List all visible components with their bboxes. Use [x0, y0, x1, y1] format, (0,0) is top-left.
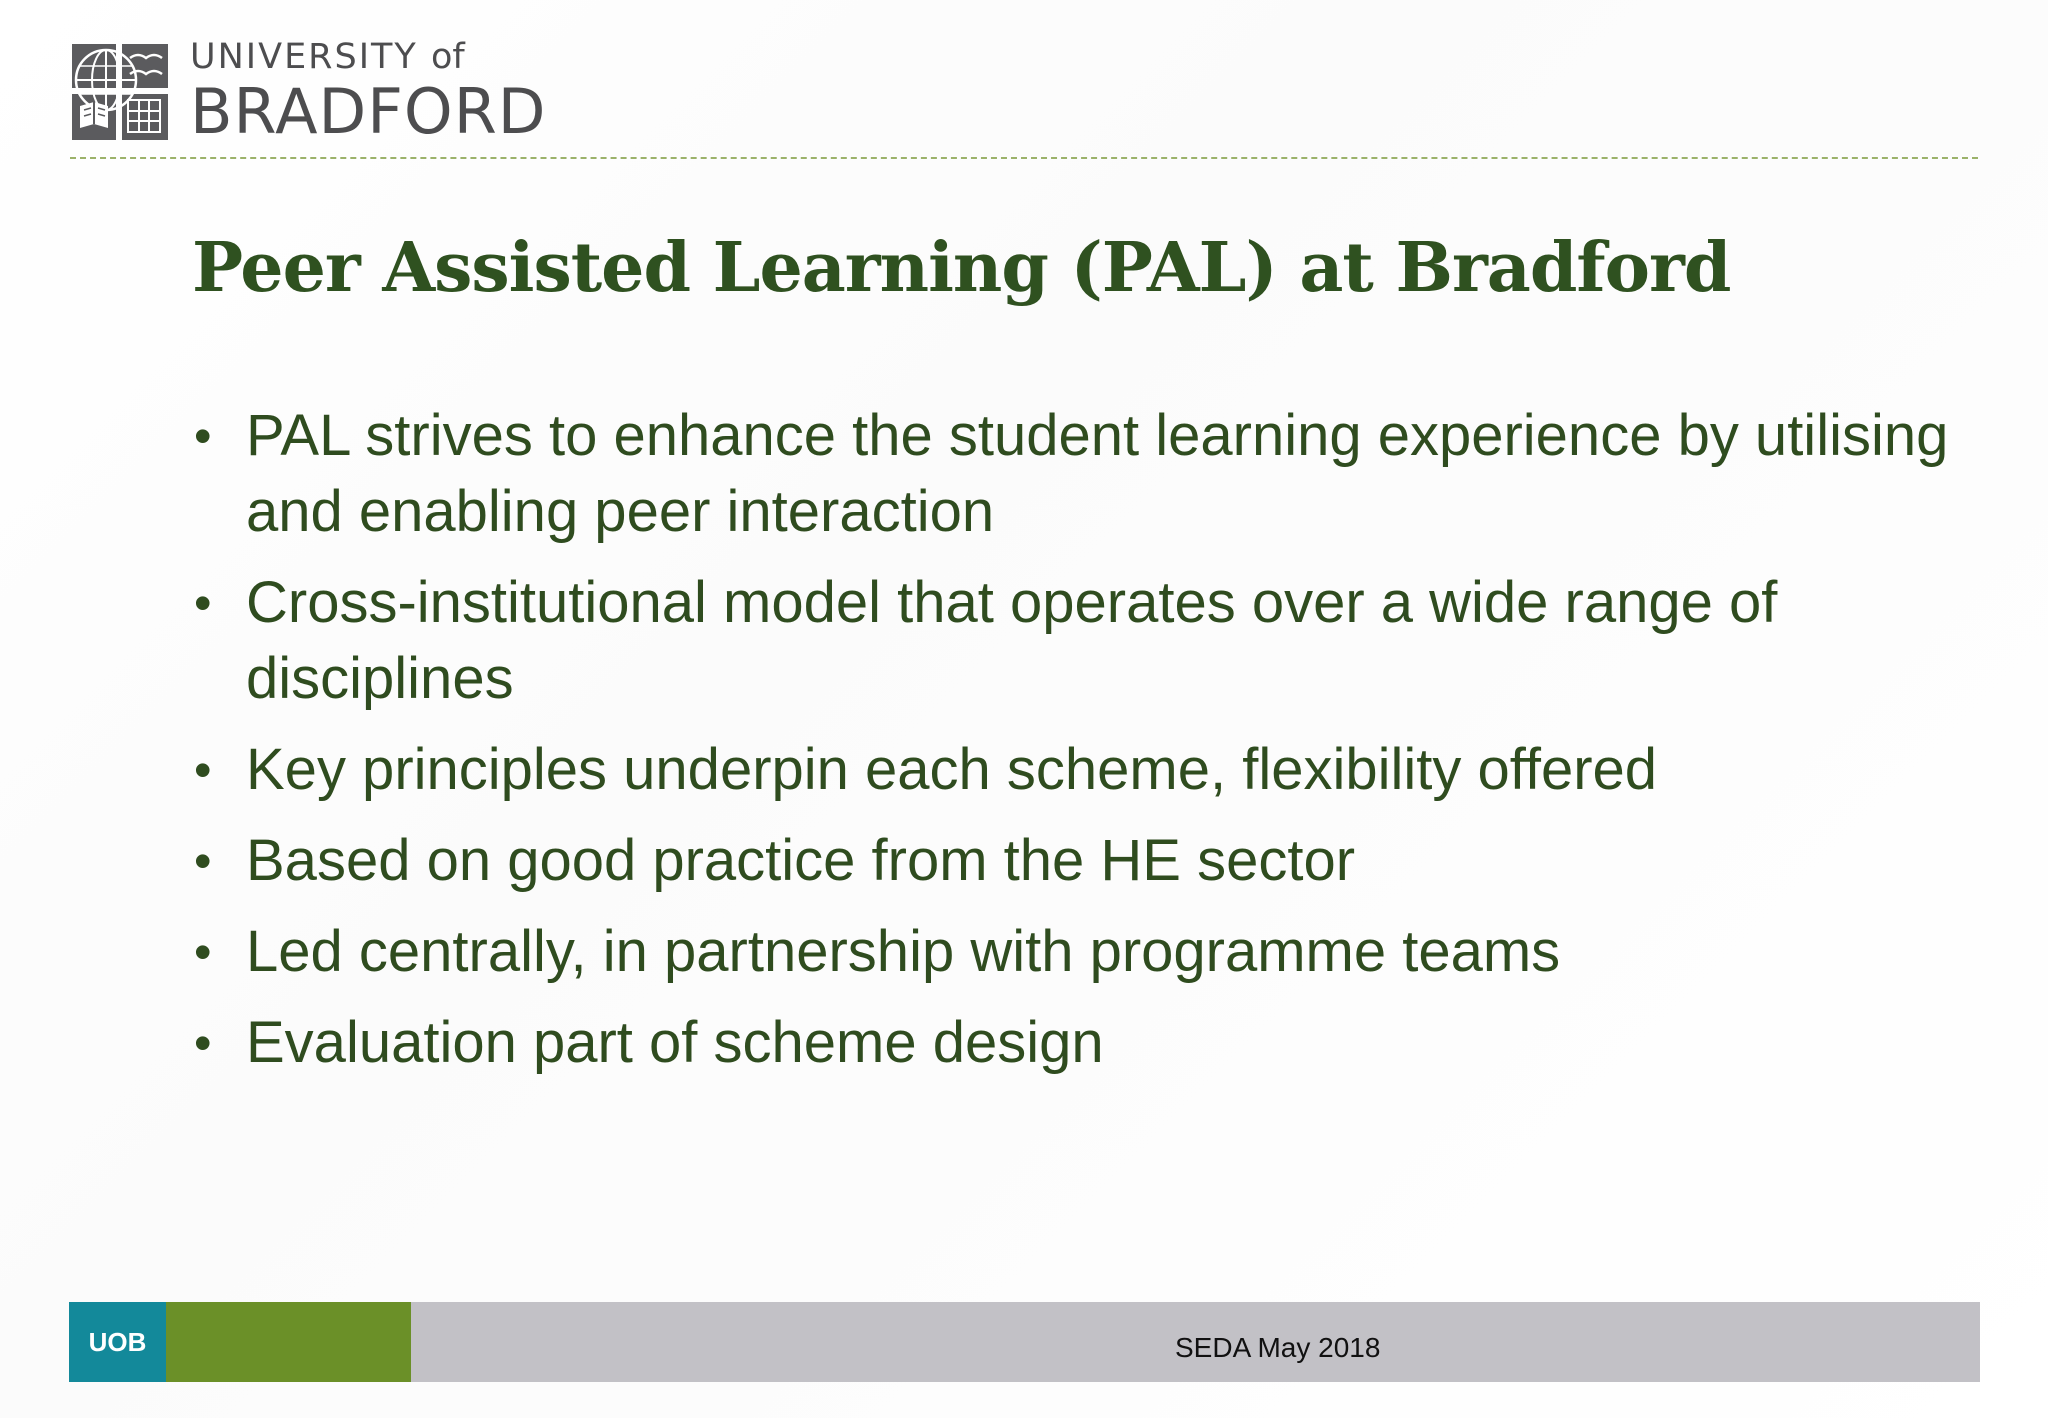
- university-crest-icon: [72, 44, 168, 140]
- logo-line-university: [190, 37, 547, 77]
- bullet-text: Based on good practice from the HE sector: [246, 828, 1356, 893]
- bullet-item: [192, 914, 1972, 990]
- logo-word-bradford: BRADFORD: [190, 75, 547, 148]
- bullet-text: PAL strives to enhance the student learning experience by utilising and enabling peer interaction: [246, 403, 1949, 544]
- slide-title: Peer Assisted Learning (PAL) at Bradford: [192, 228, 1731, 308]
- bullet-item: [192, 1005, 1972, 1081]
- bullet-dot-icon: •: [194, 742, 212, 798]
- bullet-item: [192, 823, 1972, 899]
- bullet-text: Evaluation part of scheme design: [246, 1010, 1104, 1075]
- logo-word-of: of: [430, 37, 465, 77]
- footer-green-band: [166, 1302, 411, 1382]
- bullet-text: Led centrally, in partnership with programme teams: [246, 919, 1561, 984]
- header-divider: [70, 157, 1978, 159]
- slide-footer: [69, 1302, 1980, 1382]
- bullet-list: [192, 398, 1972, 1096]
- bullet-dot-icon: •: [194, 833, 212, 889]
- logo-word-university: UNIVERSITY: [190, 37, 418, 77]
- bullet-dot-icon: •: [194, 408, 212, 464]
- bullet-dot-icon: •: [194, 575, 212, 631]
- university-logo: [72, 37, 547, 148]
- bullet-item: [192, 565, 1972, 717]
- bullet-item: [192, 398, 1972, 550]
- bullet-text: Key principles underpin each scheme, flexibility offered: [246, 737, 1658, 802]
- bullet-dot-icon: •: [194, 924, 212, 980]
- bullet-item: [192, 732, 1972, 808]
- logo-wordmark: [190, 37, 547, 148]
- footer-grey-band: [411, 1302, 1980, 1382]
- footer-uob-badge: UOB: [69, 1302, 166, 1382]
- bullet-dot-icon: •: [194, 1015, 212, 1071]
- footer-event-text: SEDA May 2018: [1175, 1332, 1381, 1363]
- bullet-text: Cross-institutional model that operates over a wide range of disciplines: [246, 570, 1778, 711]
